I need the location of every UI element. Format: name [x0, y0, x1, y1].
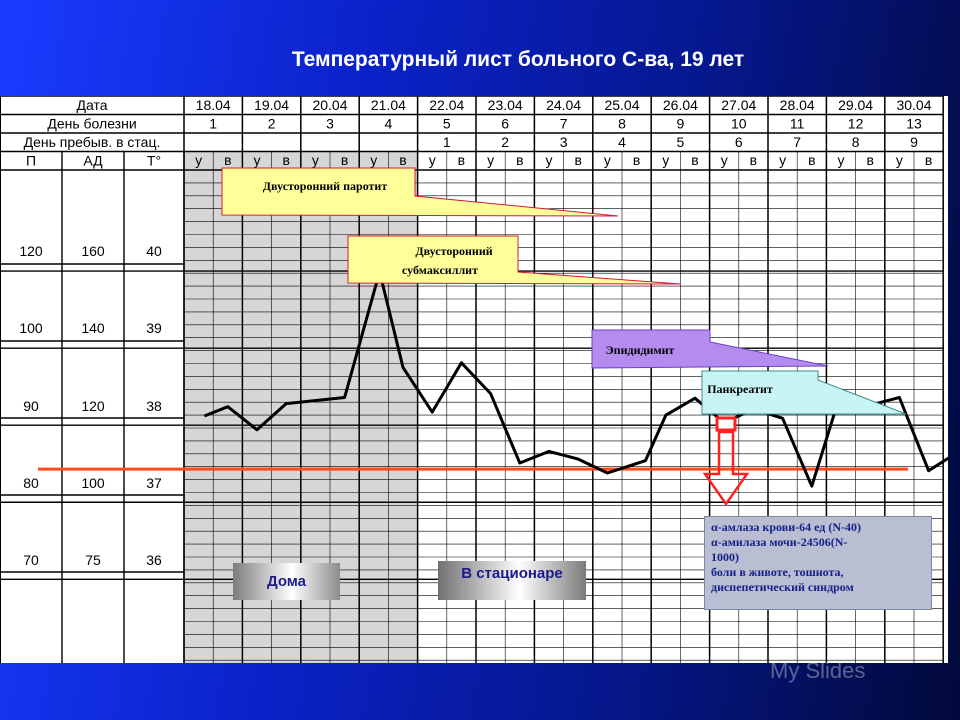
temp-scale-value: 40 [146, 243, 162, 259]
date-cell: 23.04 [487, 97, 523, 113]
illness-day-cell: 4 [384, 115, 393, 132]
date-cell: 29.04 [838, 97, 874, 113]
date-cell: 18.04 [195, 97, 231, 113]
time-mark: у [370, 152, 378, 168]
time-mark: в [808, 152, 816, 168]
time-mark: у [779, 152, 787, 168]
date-cell: 26.04 [662, 97, 698, 113]
epididymitis-text: Эпидидимит [605, 343, 675, 357]
time-mark: у [662, 152, 670, 168]
time-mark: в [866, 152, 874, 168]
time-mark: у [895, 152, 903, 168]
time-mark: у [837, 152, 845, 168]
bp-scale-value: 160 [81, 243, 105, 259]
illness-day-cell: 7 [559, 115, 568, 132]
scale-header: Т° [146, 152, 162, 169]
parotitis-text: Двусторонний паротит [262, 179, 388, 193]
time-mark: в [399, 152, 407, 168]
hospital-day-header-label: День пребыв. в стац. [23, 134, 161, 150]
time-mark: в [632, 152, 641, 168]
illness-day-cell: 5 [442, 115, 451, 132]
hospital-day-cell: 3 [559, 134, 568, 150]
time-mark: у [603, 152, 611, 168]
time-mark: в [691, 152, 699, 168]
time-mark: у [487, 152, 495, 168]
time-mark: у [545, 152, 553, 168]
bp-scale-value: 100 [81, 475, 105, 491]
illness-day-cell: 3 [326, 115, 334, 132]
lab-notes [704, 516, 932, 610]
time-mark: у [428, 152, 436, 168]
slides-logo: My Slides [770, 658, 866, 683]
date-header-label: Дата [76, 97, 108, 113]
date-cell: 21.04 [370, 97, 406, 113]
bp-scale-value: 120 [81, 398, 105, 414]
pancreatitis-text: Панкреатит [707, 382, 773, 396]
submaxillitis-text: субмаксиллит [402, 263, 478, 277]
time-mark: у [720, 152, 728, 168]
time-mark: в [282, 152, 290, 168]
hospital-day-cell: 5 [676, 134, 685, 150]
pancreatitis-marker [717, 418, 735, 430]
illness-day-header-label: День болезни [47, 115, 137, 132]
time-mark: в [749, 152, 758, 168]
illness-day-cell: 8 [618, 115, 626, 132]
home-label: Дома [233, 563, 340, 600]
hospital-day-cell: 7 [793, 134, 802, 150]
time-mark: у [311, 152, 319, 168]
hospital-label: В стационаре [438, 561, 586, 600]
temp-scale-value: 37 [146, 475, 162, 491]
temp-scale-value: 36 [146, 552, 162, 568]
time-mark: в [924, 152, 933, 168]
pulse-scale-value: 120 [19, 243, 43, 259]
illness-day-cell: 12 [847, 115, 864, 132]
date-cell: 20.04 [312, 97, 348, 113]
pulse-scale-value: 100 [19, 320, 43, 336]
hospital-day-cell: 6 [734, 134, 743, 150]
pulse-scale-value: 70 [23, 552, 39, 568]
time-mark: в [574, 152, 582, 168]
illness-day-cell: 10 [731, 115, 747, 132]
illness-day-cell: 1 [209, 115, 218, 132]
scale-header: П [25, 152, 37, 169]
date-cell: 22.04 [429, 97, 465, 113]
pulse-scale-value: 80 [23, 475, 39, 491]
illness-day-cell: 11 [789, 115, 805, 132]
lab-note-line: α-амлаза крови-64 ед (N-40) [711, 520, 861, 534]
temp-scale-value: 38 [146, 398, 162, 414]
date-cell: 25.04 [604, 97, 640, 113]
illness-day-cell: 6 [501, 115, 510, 132]
hospital-day-cell: 1 [442, 134, 451, 150]
temperature-sheet [0, 96, 948, 663]
scale-header: АД [83, 152, 103, 169]
lab-note-line: α-амилаза мочи-24506(N- [711, 535, 848, 549]
date-cell: 27.04 [721, 97, 757, 113]
date-cell: 28.04 [779, 97, 815, 113]
illness-day-cell: 13 [906, 115, 922, 132]
temp-scale-value: 39 [146, 320, 162, 336]
illness-day-cell: 2 [267, 115, 276, 132]
lab-note-line: 1000) [711, 550, 739, 564]
time-mark: у [195, 152, 203, 168]
bp-scale-value: 140 [81, 320, 105, 336]
time-mark: в [224, 152, 232, 168]
date-cell: 30.04 [896, 97, 932, 113]
bp-scale-value: 75 [85, 552, 101, 568]
time-mark: в [340, 152, 349, 168]
lab-note-line: боли в животе, тошнота, [711, 565, 844, 579]
time-mark: у [253, 152, 261, 168]
illness-day-cell: 9 [676, 115, 685, 132]
pulse-scale-value: 90 [23, 398, 39, 414]
lab-note-line: диспепетический синдром [711, 580, 854, 594]
date-cell: 19.04 [254, 97, 290, 113]
time-mark: в [457, 152, 466, 168]
time-mark: в [516, 152, 524, 168]
hospital-day-cell: 2 [501, 134, 510, 150]
hospital-day-cell: 8 [851, 134, 860, 150]
date-cell: 24.04 [546, 97, 582, 113]
page-title: Температурный лист больного С-ва, 19 лет [291, 48, 745, 71]
submaxillitis-text: Двусторонний [415, 244, 493, 258]
hospital-day-cell: 4 [618, 134, 626, 150]
hospital-day-cell: 9 [910, 134, 918, 150]
